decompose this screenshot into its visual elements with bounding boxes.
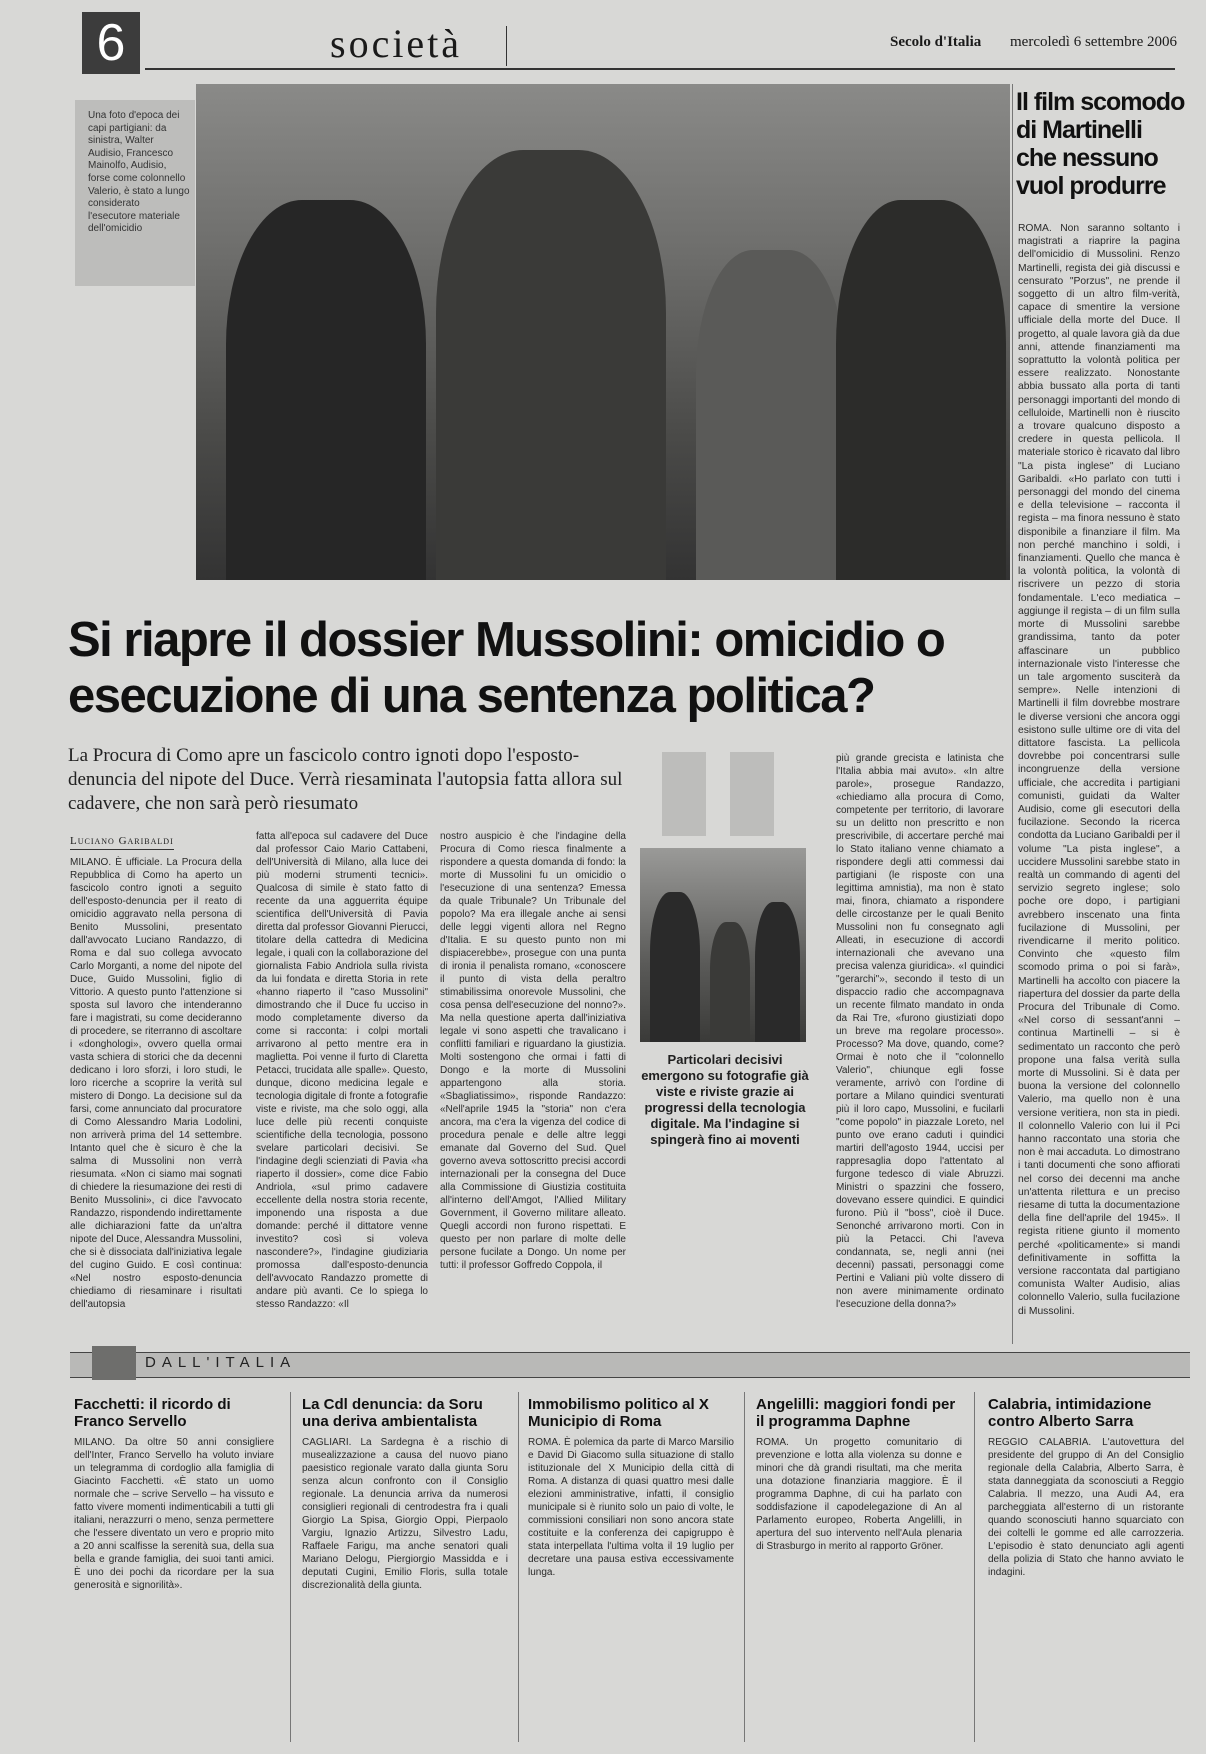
column-rule [974,1392,975,1742]
photo-figure [755,902,800,1042]
photo-figure [836,200,1006,580]
brief-body: MILANO. Da oltre 50 anni consigliere dell'Inter, Franco Servello ha voluto inviare un telegramma di cordoglio alla famiglia di Giacinto Facchetti. «È stato un uomo normale che – scrive Servello – ha vissuto e fatto vivere momenti indimenticabili a tutti gli italiani, nerazzurri o meno, senza permettere che l'essere diventato un vero e proprio mito a 20 anni scalfisse la serenità sua, della sua bella e grande famiglia, dei suoi tanti amici. È uno dei pochi da ricordare per la sua generosità e signorilità». [74,1437,274,1591]
column-rule [518,1392,519,1742]
sidebar-rule [1012,84,1013,1344]
main-subheadline: La Procura di Como apre un fascicolo contro ignoti dopo l'esposto-denuncia del nipote del Duce. Verrà riesaminata l'autopsia fatta allora sul cadavere, che non sarà però riesumato [68,745,623,814]
sidebar-headline: Il film scomodo di Martinelli che nessuno vuol produrre [1016,88,1185,200]
dallitalia-label: DALL'ITALIA [145,1354,297,1371]
sidebar-body: ROMA. Non saranno soltanto i magistrati a riaprire la pagina dell'omicidio di Mussolini. Renzo Martinelli, regista dei già discussi e censurato "Porzus", ne prende il soggetto di un altro film-verità, capace di smentire la versione ufficiale della morte del Duce. Il progetto, al quale lavora già da due anni, attende finanziamenti ma soprattutto la volontà politica per essere realizzato. Nonostante abbia bussato alla porta di tanti personaggi importanti del mondo di celluloide, Martinelli non è riuscito a trovare qualcuno disposto a credere in questa pellicola. Il materiale storico è ricavato dal libro "La pista inglese" di Luciano Garibaldi. «Ho parlato con tutti i personaggi del mondo del cinema e della televisione – racconta il regista – ma finora nessuno è stato disponibile a finanziare il film. Ma non perché manchino i soldi, i finanziamenti. Quello che manca è la volontà politica, la volontà di riscrivere un pezzo di storia fondamentale. L'eco mediatica – aggiunge il regista – di un film sulla morte di Mussolini sarebbe grandissima, tanto da poter affascinare un pubblico internazionale visto l'interesse che un tale argomento susciterà da sempre». Nelle intenzioni di Martinelli il film dovrebbe mostrare le diverse versioni che ancora oggi esistono sulle ultime ore di vita del dittatore fascista. La pellicola dovrebbe poi concentrarsi sulle incongruenze della versione ufficiale, che accredita i partigiani comunisti, guidati da Walter Audisio, come gli esecutori della fucilazione. Secondo la ricerca condotta da Luciano Garibaldi per il volume "La pista inglese", a uccidere Mussolini sarebbe stato in realtà un commando di agenti del servizio segreto inglese; solo poche ore dopo, i partigiani avrebbero inscenato una finta fucilazione di Mussolini, per rivendicarne il merito politico. Convinto che «questo film scomodo prima o poi si farà», Martinelli ha accolto con piacere la riapertura del dossier da parte della Procura del Tribunale di Como. «Nel corso di sessant'anni – continua Martinelli – si è sedimentato un racconto che però propone una falsa verità sulla morte di Mussolini. Si è data per buona la versione del colonnello Valerio, ma quello non è una versione veritiera, non sta in piedi. Il colonnello Valerio con lui il Pci hanno raccontato una storia che non è mai accaduta. Lo dimostrano i tanti documenti che sono affiorati nel corso dei decenni ma anche un'attenta rilettura e un preciso riesame di tutta la documentazione della fine dell'aprile del 1945». Il regista ritiene giunto il momento perché «politicamente» si mandi definitivamente in soffitta la versione raccontata dal partigiano comunista Walter Audisio, alias colonnello Valerio, sulla fucilazione di Mussolini. [1018,223,1180,1317]
column-rule [744,1392,745,1742]
header-divider [506,26,507,66]
issue-date: mercoledì 6 settembre 2006 [1010,34,1178,50]
brief-title: Immobilismo politico al X Municipio di Roma [528,1396,709,1430]
pull-quote: Particolari decisivi emergono su fotografie già viste e riviste grazie ai progressi della tecnologia digitale. Ma l'indagine si spingerà fino ai moventi [641,1052,809,1147]
page-number: 6 [82,12,140,74]
header-rule [145,68,1175,70]
main-headline: Si riapre il dossier Mussolini: omicidio o esecuzione di una sentenza politica? [68,613,945,723]
photo-figure [650,892,700,1042]
brief-body: CAGLIARI. La Sardegna è a rischio di musealizzazione a causa del nuovo piano paesistico regionale varato dalla giunta Soru senza alcun confronto con il Consiglio regionale. La denuncia arriva da numerosi consiglieri regionali di centrodestra fra i quali Giorgio La Spisa, Giorgio Oppi, Pierpaolo Vargiu, Ignazio Artizzu, Silvestro Ladu, Raffaele Farigu, ma anche senatori quali Mariano Delogu, Piergiorgio Massidda e i deputati Cugini, Emilio Floris, sulla totale discrezionalità della giunta. [302,1437,508,1591]
brief-title: La Cdl denuncia: da Soru una deriva ambientalista [302,1396,483,1430]
italy-map-icon [92,1346,136,1380]
article-column-2: fatta all'epoca sul cadavere del Duce dal professor Caio Mario Cattabeni, dell'Università di Milano, alla luce dei più moderni strumenti tecnici». Qualcosa di simile è stato fatto di recente da una agguerrita équipe scientifica dell'Università di Pavia diretta dal professor Giovanni Pierucci, titolare della cattedra di Medicina legale, i quali con la collaborazione del giornalista Fabio Andriola sulla rivista da lui fondata e diretta Storia in rete «hanno riaperto il "caso Mussolini" dimostrando che il Duce fu ucciso in modo completamente diverso da come si racconta: i colpi mortali arrivarono al petto mentre era in maglietta. Poi venne il furto di Claretta Petacci, trucidata alle spalle». Questo, dunque, dicono medicina legale e tecnologia digitale di fronte a fotografie viste e riviste, ma che solo oggi, alla luce delle più recenti conquiste scientifiche della tecnologia, possono svelare particolari decisivi. Se l'indagine degli scienziati di Pavia «ha riaperto il dossier», come dice Fabio Andriola, «sul primo cadavere eccellente della nostra storia recente, imponendo una risposta a due domande: perché il dittatore venne investito? così si voleva nascondere?», l'indagine giudiziaria promossa dall'esposto-denuncia dell'avvocato Randazzo promette di andare più avanti. Ce lo spiega lo stesso Randazzo: «Il [256,831,428,1310]
article-column-3: nostro auspicio è che l'indagine della Procura di Como riesca finalmente a rispondere a questa domanda di fondo: la morte di Mussolini fu un omicidio o l'esecuzione di una sentenza? Emessa da quale Tribunale? Un Tribunale del popolo? Ma era illegale anche ai sensi delle leggi vigenti allora nel Regno d'Italia. E su questo punto non mi dispiacerebbe», prosegue con una punta di ironia il penalista romano, «conoscere il punto di vista della peraltro stimabilissima onorevole Mussolini, che cosa pensa dell'esecuzione del nonno?». Ma nella questione aperta dall'iniziativa legale vi sono aspetti che travalicano i conflitti familiari e riguardano la giustizia. Molti sostengono che ormai i fatti di Dongo e la morte di Mussolini appartengono alla storia. «Sbagliatissimo», risponde Randazzo: «Nell'aprile 1945 la "storia" non c'era ancora, ma c'era la vigenza del codice di procedura penale e delle altre leggi emanate dal Governo del Sud. Quel governo aveva sottoscritto precisi accordi internazionali per la consegna del Duce alla Commissione di Giustizia costituita all'interno dell'Amgot, l'Allied Military Government, il Governo militare alleato. Quegli accordi non furono rispettati. E questo per non parlare di molte delle persone fucilate a Dongo. Un nome per tutti: il professor Goffredo Coppola, il [440,831,626,1271]
brief-body: ROMA. È polemica da parte di Marco Marsilio e David Di Giacomo sulla situazione di stallo istituzionale del X Municipio della città di Roma. A distanza di quasi quattro mesi dalle elezioni amministrative, infatti, il consiglio municipale si è riunito solo un paio di volte, le commissioni consiliari non sono ancora state costituite e la conferenza dei capigruppo è stata interpellata l'ultima volta il 19 luglio per decretare una pausa estiva eccessivamente lunga. [528,1437,734,1578]
article-column-4: più grande grecista e latinista che l'Italia abbia mai avuto». «In altre parole», prosegue Randazzo, «chiediamo alla procura di Como, competente per territorio, di lavorare su un delitto non prescritto e non prescrivibile, di accertare perché mai lo Stato italiano venne chiamato a rispondere degli atti commessi dai partigiani (le risposte con una legittima amnistia), ma non è stato mai, finora, chiamato a rispondere delle circostanze per le quali Benito Mussolini non fu consegnato agli Alleati, in esecuzione di accordi internazionali che avevano una precisa valenza giuridica». «I quindici "gerarchi"», secondo il testo di un dispaccio radio che accompagnava un recente filmato mandato in onda da Rai Tre, «furono giustiziati dopo un breve ma regolare processo». Processo? Ma dove, quando, come? Ormai è noto che il "colonnello Valerio", chiunque egli fosse veramente, arrivò con l'ordine di portare a Milano quindici sventurati più il loro capo, Mussolini, e fucilarli "come popolo" in piazzale Loreto, nel punto ove erano caduti i quindici martiri dell'agosto 1944, uccisi per rappresaglia dopo l'attentato al furgone tedesco di viale Abruzzi. Ministri o spazzini che fossero, dovevano essere quindici. E quindici furono. Più il "boss", cioè il Duce. Senonché arrivarono morti. Con in più la Petacci. Chi l'aveva condannata, se, negli anni (nei decenni) passati, personaggi come Pertini e Valiani più volte dissero di non avere minimamente ordinato l'esecuzione della donna?» [836,753,1004,1310]
brief-title: Facchetti: il ricordo di Franco Servello [74,1396,231,1430]
brief-title: Calabria, intimidazione contro Alberto Sarra [988,1396,1152,1430]
quote-mark-icon [730,752,774,836]
photo-caption: Una foto d'epoca dei capi partigiani: da sinistra, Walter Audisio, Francesco Mainolfo, Audisio, forse come colonnello Valerio, è stato a lungo considerato l'esecutore materiale dell'omicidio [88,110,190,235]
brief-body: ROMA. Un progetto comunitario di prevenzione e lotta alla violenza su donne e minori che dà grandi risultati, ma che merita una dotazione finanziaria maggiore. È il programma Daphne, di cui ha parlato con soddisfazione il capodelegazione di An al Parlamento europeo, Roberta Angelilli, in apertura del suo intervento nell'Aula plenaria di Strasburgo in merito al rapporto Gröner. [756,1437,962,1552]
photo-figure [226,200,426,580]
photo-figure [436,150,666,580]
photo-figure [696,250,846,580]
byline: Luciano Garibaldi [70,835,174,850]
historical-photo [196,84,1010,580]
archive-photo [640,848,806,1042]
brief-body: REGGIO CALABRIA. L'autovettura del presidente del gruppo di An del Consiglio regionale della Calabria, Alberto Sarra, è stata danneggiata da sconosciuti a Reggio Calabria. Il mezzo, una Audi A4, era parcheggiata all'esterno di un ristorante quando sconosciuti hanno squarciato con dei coltelli le gomme ed alle carrozzeria. L'episodio è stato denunciato agli agenti della polizia di Stato che hanno avviato le indagini. [988,1437,1184,1578]
section-title: società [330,21,463,66]
newspaper-name: Secolo d'Italia [890,34,982,50]
quote-mark-icon [662,752,706,836]
article-column-1: MILANO. È ufficiale. La Procura della Repubblica di Como ha aperto un fascicolo contro ignoti a seguito dell'esposto-denuncia per il reato di omicidio aggravato nella persona di Benito Mussolini, presentato dall'avvocato Luciano Randazzo, di Roma e dal suo collega avvocato Carlo Morganti, a nome del nipote del Duce, Guido Mussolini, figlio di Vittorio. A questo punto l'attenzione si sposta sul lavoro che intenderanno fare i magistrati, su come decideranno di procedere, se riterranno di ascoltare i «donghologi», ovvero quella ormai vasta schiera di storici che da decenni dedicano i loro sforzi, i loro studi, le loro ricerche a scoprire la verità sul mistero di Dongo. La decisione sul da farsi, come annunciato dal procuratore di Como Alessandro Maria Lodolini, non arriverà prima del 14 settembre. Intanto quel che è sicuro è che la salma di Mussolini non verrà riesumata. «Non ci siamo mai sognati di chiedere la riesumazione dei resti di Benito Mussolini», ci dice l'avvocato Randazzo, rispondendo indirettamente alle dichiarazioni fatte da un'altra nipote del Duce, Alessandra Mussolini, che si è dissociata dall'iniziativa legale del cugino Guido. E così continua: «Nel nostro esposto-denuncia chiediamo di riesaminare i risultati dell'autopsia [70,857,242,1310]
brief-title: Angelilli: maggiori fondi per il programma Daphne [756,1396,956,1430]
column-rule [290,1392,291,1742]
photo-figure [710,922,750,1042]
